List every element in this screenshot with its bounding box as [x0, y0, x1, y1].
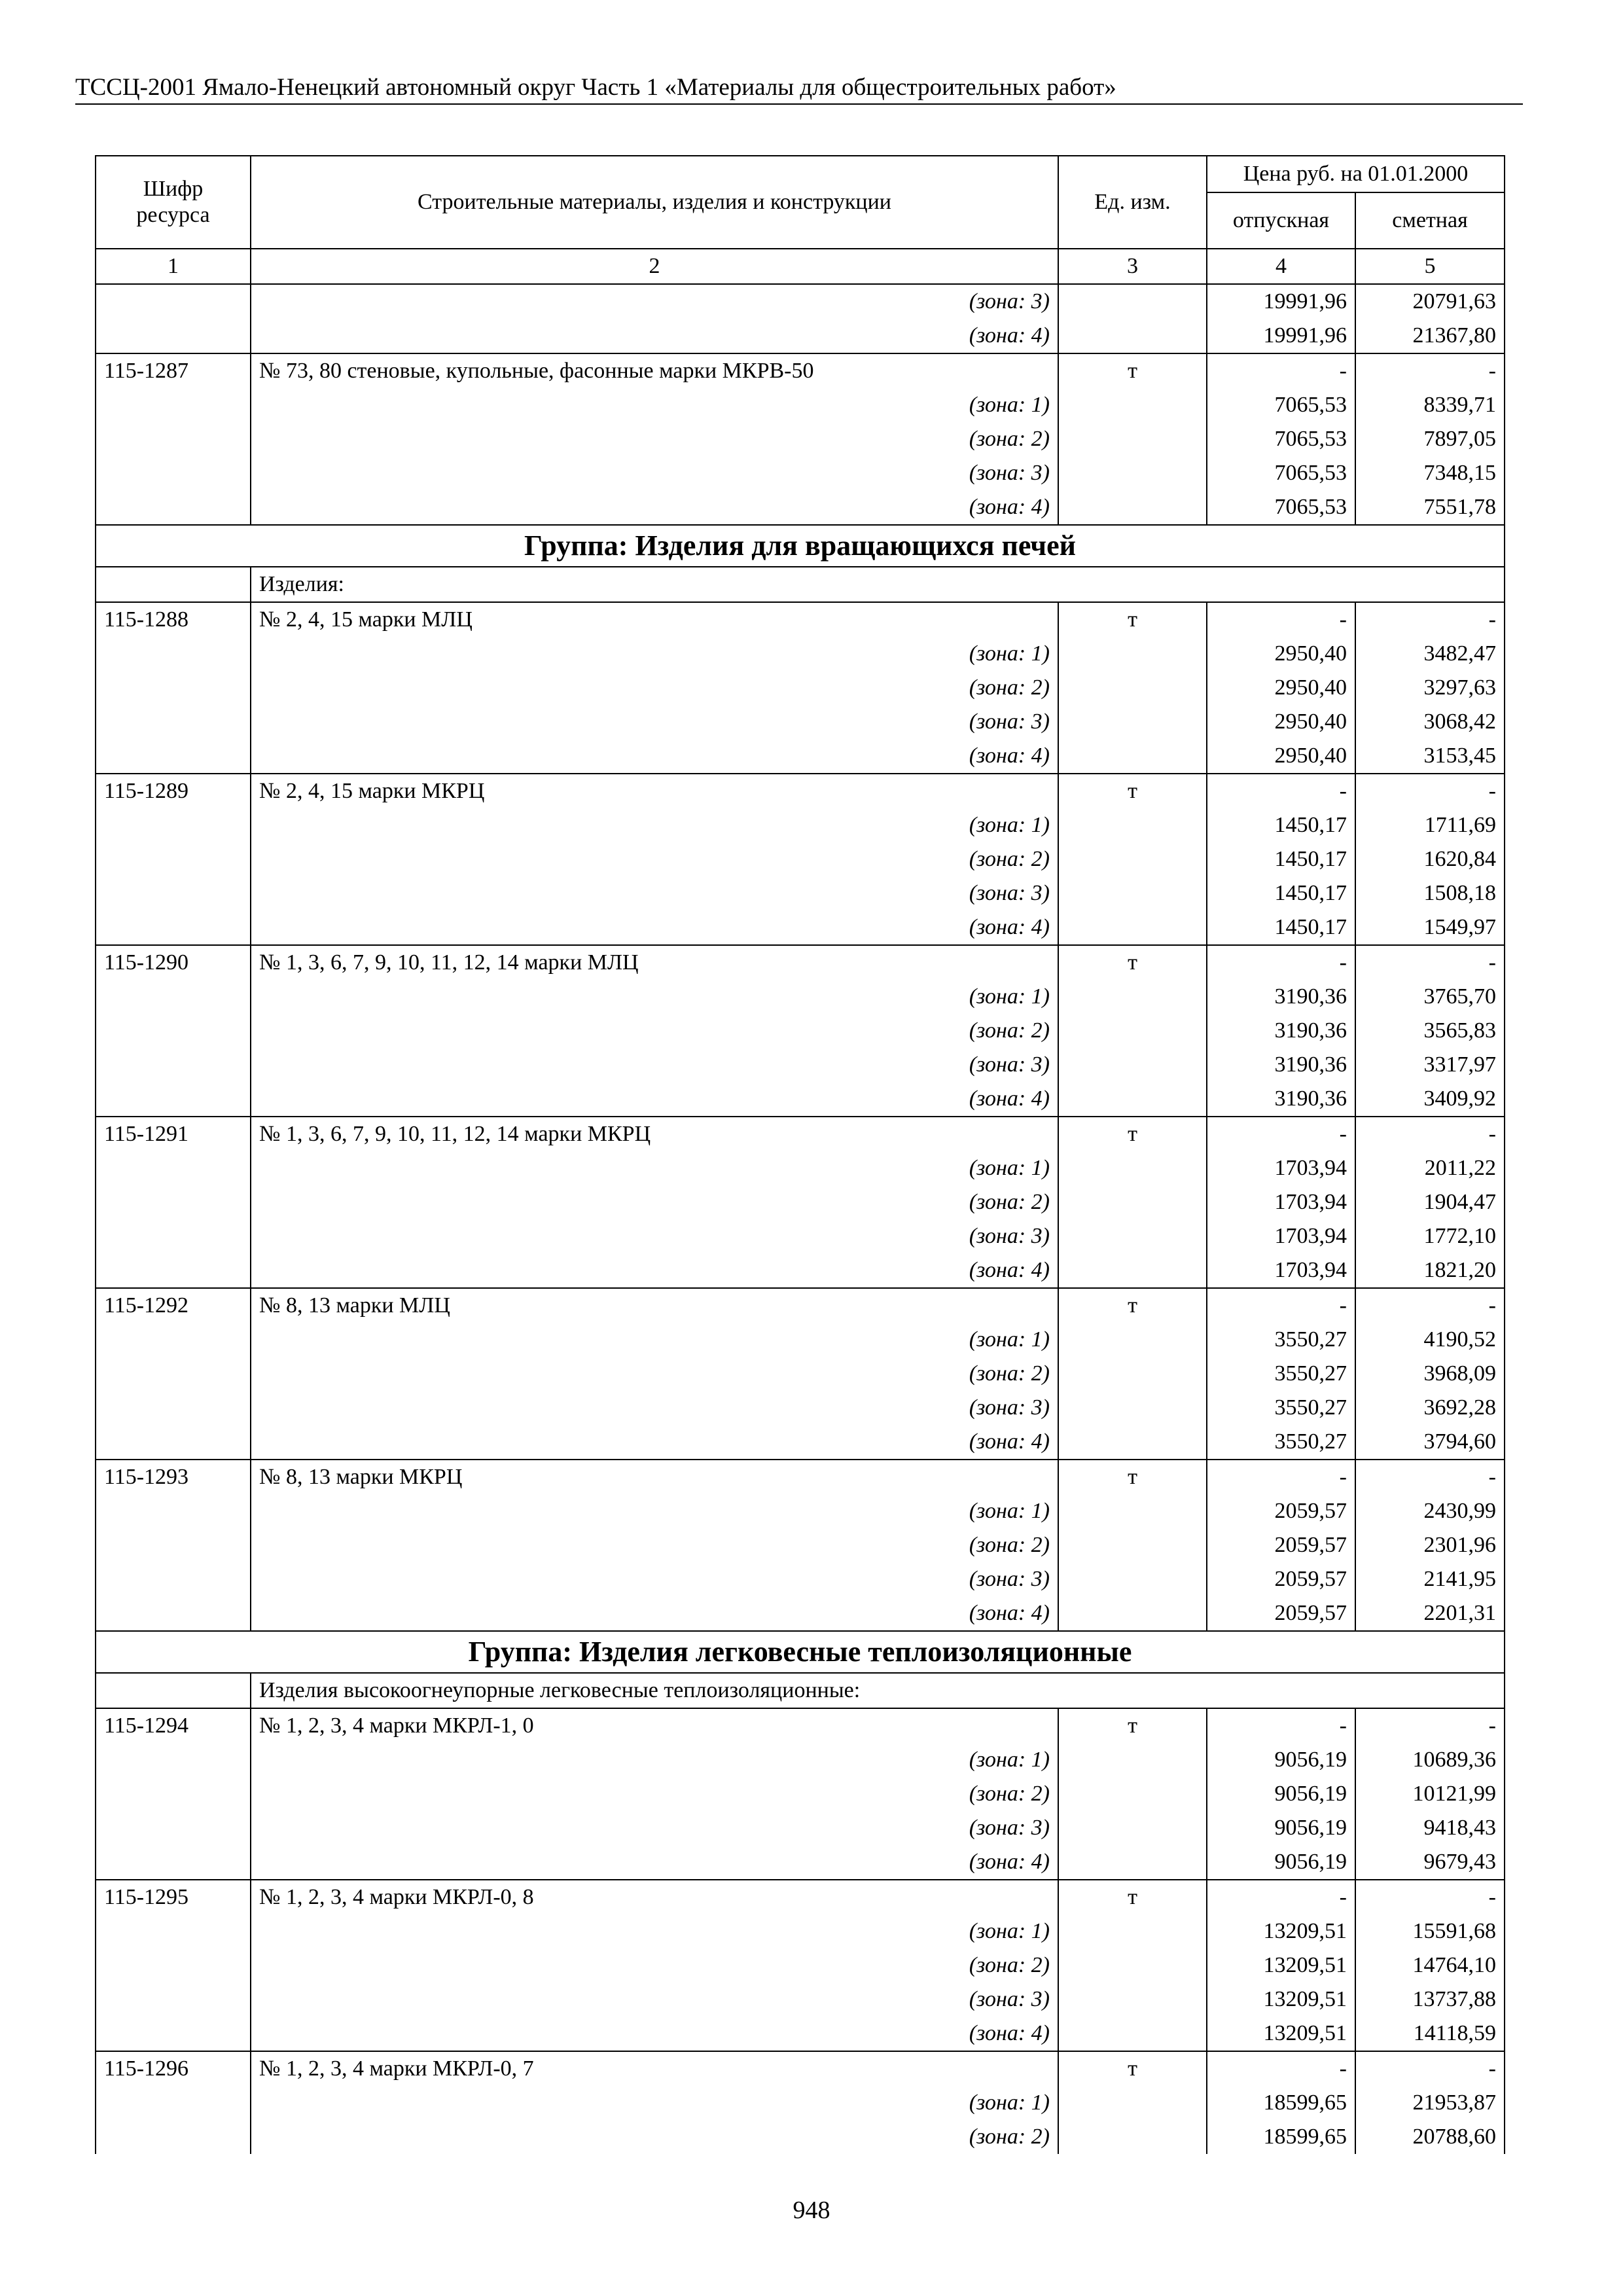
estimate-price: - [1355, 1288, 1505, 1323]
resource-code: 115-1290 [96, 945, 251, 980]
zone-row [96, 284, 1505, 319]
zone-row [96, 1219, 1505, 1253]
zone-label: (зона: 4) [251, 1425, 1058, 1460]
estimate-price: - [1355, 1460, 1505, 1494]
estimate-price: 2141,95 [1355, 1562, 1505, 1596]
zone-label: (зона: 2) [251, 2120, 1058, 2154]
zone-label: (зона: 2) [251, 1185, 1058, 1219]
estimate-price: 3968,09 [1355, 1357, 1505, 1391]
resource-code: 115-1292 [96, 1288, 251, 1323]
estimate-price: 21367,80 [1355, 319, 1505, 353]
zone-row [96, 910, 1505, 945]
estimate-price: - [1355, 2051, 1505, 2086]
zone-row [96, 1948, 1505, 1982]
item-row [96, 1880, 1505, 1914]
zone-row [96, 1357, 1505, 1391]
release-price: - [1207, 1460, 1355, 1494]
zone-label: (зона: 1) [251, 388, 1058, 422]
estimate-price: 3482,47 [1355, 637, 1505, 671]
col-number: 4 [1207, 249, 1355, 284]
release-price: 1703,94 [1207, 1253, 1355, 1288]
estimate-price: - [1355, 353, 1505, 388]
estimate-price: 2301,96 [1355, 1528, 1505, 1562]
estimate-price: - [1355, 774, 1505, 808]
estimate-price: 1549,97 [1355, 910, 1505, 945]
release-price: 2059,57 [1207, 1494, 1355, 1528]
zone-row [96, 671, 1505, 705]
zone-row [96, 319, 1505, 353]
zone-label: (зона: 2) [251, 1014, 1058, 1048]
release-price: 1450,17 [1207, 910, 1355, 945]
zone-label: (зона: 2) [251, 842, 1058, 876]
col-estimate-header: сметная [1355, 192, 1505, 249]
unit: т [1058, 774, 1207, 808]
unit: т [1058, 945, 1207, 980]
estimate-price: 2011,22 [1355, 1151, 1505, 1185]
unit: т [1058, 602, 1207, 637]
estimate-price: 2201,31 [1355, 1596, 1505, 1631]
release-price: 2059,57 [1207, 1596, 1355, 1631]
zone-label: (зона: 3) [251, 876, 1058, 910]
estimate-price: 1711,69 [1355, 808, 1505, 842]
estimate-price: 1821,20 [1355, 1253, 1505, 1288]
col-release-header: отпускная [1207, 192, 1355, 249]
material-name: № 8, 13 марки МЛЦ [251, 1288, 1058, 1323]
release-price: 13209,51 [1207, 1982, 1355, 2017]
estimate-price: - [1355, 945, 1505, 980]
zone-label: (зона: 2) [251, 1357, 1058, 1391]
release-price: 1450,17 [1207, 876, 1355, 910]
zone-label: (зона: 4) [251, 739, 1058, 774]
zone-label: (зона: 3) [251, 1219, 1058, 1253]
material-name: № 1, 2, 3, 4 марки МКРЛ-0, 7 [251, 2051, 1058, 2086]
zone-row [96, 422, 1505, 456]
release-price: 7065,53 [1207, 456, 1355, 490]
material-name: № 2, 4, 15 марки МКРЦ [251, 774, 1058, 808]
estimate-price: 7551,78 [1355, 490, 1505, 525]
zone-label: (зона: 1) [251, 2086, 1058, 2120]
estimate-price: 8339,71 [1355, 388, 1505, 422]
zone-row [96, 1323, 1505, 1357]
zone-row [96, 1014, 1505, 1048]
estimate-price: 14764,10 [1355, 1948, 1505, 1982]
release-price: 3550,27 [1207, 1357, 1355, 1391]
unit: т [1058, 1117, 1207, 1151]
estimate-price: 3794,60 [1355, 1425, 1505, 1460]
release-price: 19991,96 [1207, 319, 1355, 353]
estimate-price: 1904,47 [1355, 1185, 1505, 1219]
subgroup-row [96, 1673, 1505, 1708]
release-price: 18599,65 [1207, 2086, 1355, 2120]
item-row [96, 353, 1505, 388]
unit: т [1058, 1708, 1207, 1743]
release-price: 9056,19 [1207, 1811, 1355, 1845]
item-row [96, 774, 1505, 808]
subgroup-title: Изделия: [251, 567, 1505, 602]
estimate-price: 3765,70 [1355, 980, 1505, 1014]
zone-label: (зона: 4) [251, 910, 1058, 945]
item-row [96, 1460, 1505, 1494]
release-price: - [1207, 1288, 1355, 1323]
release-price: - [1207, 353, 1355, 388]
zone-row [96, 2017, 1505, 2051]
zone-label: (зона: 3) [251, 284, 1058, 319]
unit: т [1058, 1288, 1207, 1323]
resource-code: 115-1287 [96, 353, 251, 388]
zone-label: (зона: 1) [251, 980, 1058, 1014]
release-price: 7065,53 [1207, 388, 1355, 422]
item-row [96, 945, 1505, 980]
zone-label: (зона: 1) [251, 808, 1058, 842]
estimate-price: - [1355, 1708, 1505, 1743]
zone-row [96, 637, 1505, 671]
resource-code: 115-1294 [96, 1708, 251, 1743]
zone-row [96, 490, 1505, 525]
item-row [96, 602, 1505, 637]
zone-row [96, 1253, 1505, 1288]
release-price: 1450,17 [1207, 808, 1355, 842]
release-price: 1703,94 [1207, 1185, 1355, 1219]
estimate-price: 9679,43 [1355, 1845, 1505, 1880]
zone-row [96, 1743, 1505, 1777]
material-name: № 73, 80 стеновые, купольные, фасонные марки МКРВ-50 [251, 353, 1058, 388]
group-title: Группа: Изделия для вращающихся печей [96, 525, 1505, 567]
col-code-header: Шифр ресурса [96, 156, 251, 249]
estimate-price: 7348,15 [1355, 456, 1505, 490]
col-price-group-header: Цена руб. на 01.01.2000 [1207, 156, 1505, 192]
release-price: 18599,65 [1207, 2120, 1355, 2154]
release-price: 9056,19 [1207, 1777, 1355, 1811]
release-price: 3190,36 [1207, 1014, 1355, 1048]
estimate-price: 1620,84 [1355, 842, 1505, 876]
release-price: 3550,27 [1207, 1391, 1355, 1425]
zone-label: (зона: 4) [251, 319, 1058, 353]
estimate-price: 14118,59 [1355, 2017, 1505, 2051]
release-price: 2950,40 [1207, 739, 1355, 774]
estimate-price: 3692,28 [1355, 1391, 1505, 1425]
col-number: 5 [1355, 249, 1505, 284]
zone-label: (зона: 4) [251, 1845, 1058, 1880]
estimate-price: 4190,52 [1355, 1323, 1505, 1357]
unit: т [1058, 1880, 1207, 1914]
zone-label: (зона: 3) [251, 1562, 1058, 1596]
zone-label: (зона: 3) [251, 1982, 1058, 2017]
release-price: 13209,51 [1207, 1914, 1355, 1948]
release-price: 7065,53 [1207, 422, 1355, 456]
resource-code: 115-1289 [96, 774, 251, 808]
col-number: 2 [251, 249, 1058, 284]
price-table [95, 155, 1505, 2154]
estimate-price: 9418,43 [1355, 1811, 1505, 1845]
material-name: № 1, 2, 3, 4 марки МКРЛ-0, 8 [251, 1880, 1058, 1914]
resource-code: 115-1288 [96, 602, 251, 637]
estimate-price: 20788,60 [1355, 2120, 1505, 2154]
zone-row [96, 1185, 1505, 1219]
release-price: 2059,57 [1207, 1528, 1355, 1562]
zone-row [96, 1425, 1505, 1460]
zone-label: (зона: 2) [251, 1528, 1058, 1562]
release-price: 13209,51 [1207, 2017, 1355, 2051]
zone-row [96, 1982, 1505, 2017]
zone-label: (зона: 4) [251, 1253, 1058, 1288]
release-price: - [1207, 774, 1355, 808]
release-price: 1450,17 [1207, 842, 1355, 876]
zone-label: (зона: 2) [251, 1948, 1058, 1982]
zone-label: (зона: 4) [251, 1082, 1058, 1117]
zone-row [96, 1777, 1505, 1811]
item-row [96, 2051, 1505, 2086]
material-name: № 1, 3, 6, 7, 9, 10, 11, 12, 14 марки МКРЦ [251, 1117, 1058, 1151]
estimate-price: 1772,10 [1355, 1219, 1505, 1253]
estimate-price: 1508,18 [1355, 876, 1505, 910]
zone-label: (зона: 2) [251, 1777, 1058, 1811]
estimate-price: 7897,05 [1355, 422, 1505, 456]
estimate-price: 13737,88 [1355, 1982, 1505, 2017]
zone-row [96, 739, 1505, 774]
release-price: 9056,19 [1207, 1845, 1355, 1880]
estimate-price: 2430,99 [1355, 1494, 1505, 1528]
zone-label: (зона: 3) [251, 1391, 1058, 1425]
unit: т [1058, 353, 1207, 388]
release-price: 1703,94 [1207, 1151, 1355, 1185]
estimate-price: 10121,99 [1355, 1777, 1505, 1811]
group-title-row [96, 525, 1505, 567]
zone-row [96, 705, 1505, 739]
zone-label: (зона: 4) [251, 1596, 1058, 1631]
release-price: 2950,40 [1207, 637, 1355, 671]
document-header: ТССЦ-2001 Ямало-Ненецкий автономный округ Часть 1 «Материалы для общестроительных работ» [75, 73, 1523, 105]
col-unit-header: Ед. изм. [1058, 156, 1207, 249]
zone-row [96, 1151, 1505, 1185]
page-number: 948 [793, 2197, 830, 2224]
zone-row [96, 1528, 1505, 1562]
table-body [96, 284, 1505, 2154]
zone-label: (зона: 1) [251, 1323, 1058, 1357]
zone-label: (зона: 4) [251, 490, 1058, 525]
release-price: 2950,40 [1207, 705, 1355, 739]
subgroup-title: Изделия высокоогнеупорные легковесные теплоизоляционные: [251, 1673, 1505, 1708]
material-name: № 8, 13 марки МКРЦ [251, 1460, 1058, 1494]
resource-code: 115-1291 [96, 1117, 251, 1151]
zone-row [96, 1562, 1505, 1596]
zone-row [96, 808, 1505, 842]
estimate-price: 10689,36 [1355, 1743, 1505, 1777]
release-price: 3190,36 [1207, 1048, 1355, 1082]
unit: т [1058, 2051, 1207, 2086]
release-price: - [1207, 602, 1355, 637]
release-price: - [1207, 945, 1355, 980]
estimate-price: 3068,42 [1355, 705, 1505, 739]
col-number: 1 [96, 249, 251, 284]
resource-code: 115-1296 [96, 2051, 251, 2086]
zone-label: (зона: 1) [251, 1914, 1058, 1948]
release-price: 19991,96 [1207, 284, 1355, 319]
zone-row [96, 1494, 1505, 1528]
material-name: № 1, 3, 6, 7, 9, 10, 11, 12, 14 марки МЛЦ [251, 945, 1058, 980]
resource-code: 115-1293 [96, 1460, 251, 1494]
zone-row [96, 1914, 1505, 1948]
release-price: - [1207, 1708, 1355, 1743]
release-price: - [1207, 2051, 1355, 2086]
release-price: 3190,36 [1207, 980, 1355, 1014]
zone-label: (зона: 1) [251, 1494, 1058, 1528]
release-price: 2059,57 [1207, 1562, 1355, 1596]
zone-row [96, 1048, 1505, 1082]
zone-row [96, 2120, 1505, 2154]
release-price: 7065,53 [1207, 490, 1355, 525]
material-name: № 1, 2, 3, 4 марки МКРЛ-1, 0 [251, 1708, 1058, 1743]
zone-label: (зона: 3) [251, 1811, 1058, 1845]
estimate-price: - [1355, 1117, 1505, 1151]
item-row [96, 1117, 1505, 1151]
estimate-price: - [1355, 1880, 1505, 1914]
material-name: № 2, 4, 15 марки МЛЦ [251, 602, 1058, 637]
zone-row [96, 2086, 1505, 2120]
resource-code: 115-1295 [96, 1880, 251, 1914]
col-number: 3 [1058, 249, 1207, 284]
release-price: - [1207, 1117, 1355, 1151]
zone-label: (зона: 3) [251, 705, 1058, 739]
estimate-price: 20791,63 [1355, 284, 1505, 319]
release-price: - [1207, 1880, 1355, 1914]
release-price: 3550,27 [1207, 1323, 1355, 1357]
group-title-row [96, 1631, 1505, 1673]
zone-label: (зона: 1) [251, 1151, 1058, 1185]
subgroup-row [96, 567, 1505, 602]
zone-row [96, 1596, 1505, 1631]
zone-label: (зона: 2) [251, 422, 1058, 456]
zone-row [96, 1391, 1505, 1425]
release-price: 3550,27 [1207, 1425, 1355, 1460]
zone-row [96, 456, 1505, 490]
estimate-price: 3409,92 [1355, 1082, 1505, 1117]
release-price: 1703,94 [1207, 1219, 1355, 1253]
estimate-price: 3565,83 [1355, 1014, 1505, 1048]
estimate-price: 21953,87 [1355, 2086, 1505, 2120]
zone-row [96, 842, 1505, 876]
zone-label: (зона: 3) [251, 1048, 1058, 1082]
zone-label: (зона: 3) [251, 456, 1058, 490]
estimate-price: 3297,63 [1355, 671, 1505, 705]
item-row [96, 1288, 1505, 1323]
zone-row [96, 388, 1505, 422]
item-row [96, 1708, 1505, 1743]
estimate-price: 3317,97 [1355, 1048, 1505, 1082]
release-price: 3190,36 [1207, 1082, 1355, 1117]
zone-label: (зона: 2) [251, 671, 1058, 705]
zone-row [96, 1845, 1505, 1880]
zone-row [96, 980, 1505, 1014]
zone-label: (зона: 1) [251, 637, 1058, 671]
estimate-price: 3153,45 [1355, 739, 1505, 774]
release-price: 2950,40 [1207, 671, 1355, 705]
zone-label: (зона: 1) [251, 1743, 1058, 1777]
estimate-price: 15591,68 [1355, 1914, 1505, 1948]
zone-row [96, 1811, 1505, 1845]
col-material-header: Строительные материалы, изделия и конструкции [251, 156, 1058, 249]
zone-row [96, 876, 1505, 910]
group-title: Группа: Изделия легковесные теплоизоляционные [96, 1631, 1505, 1673]
zone-row [96, 1082, 1505, 1117]
release-price: 9056,19 [1207, 1743, 1355, 1777]
release-price: 13209,51 [1207, 1948, 1355, 1982]
unit: т [1058, 1460, 1207, 1494]
estimate-price: - [1355, 602, 1505, 637]
zone-label: (зона: 4) [251, 2017, 1058, 2051]
